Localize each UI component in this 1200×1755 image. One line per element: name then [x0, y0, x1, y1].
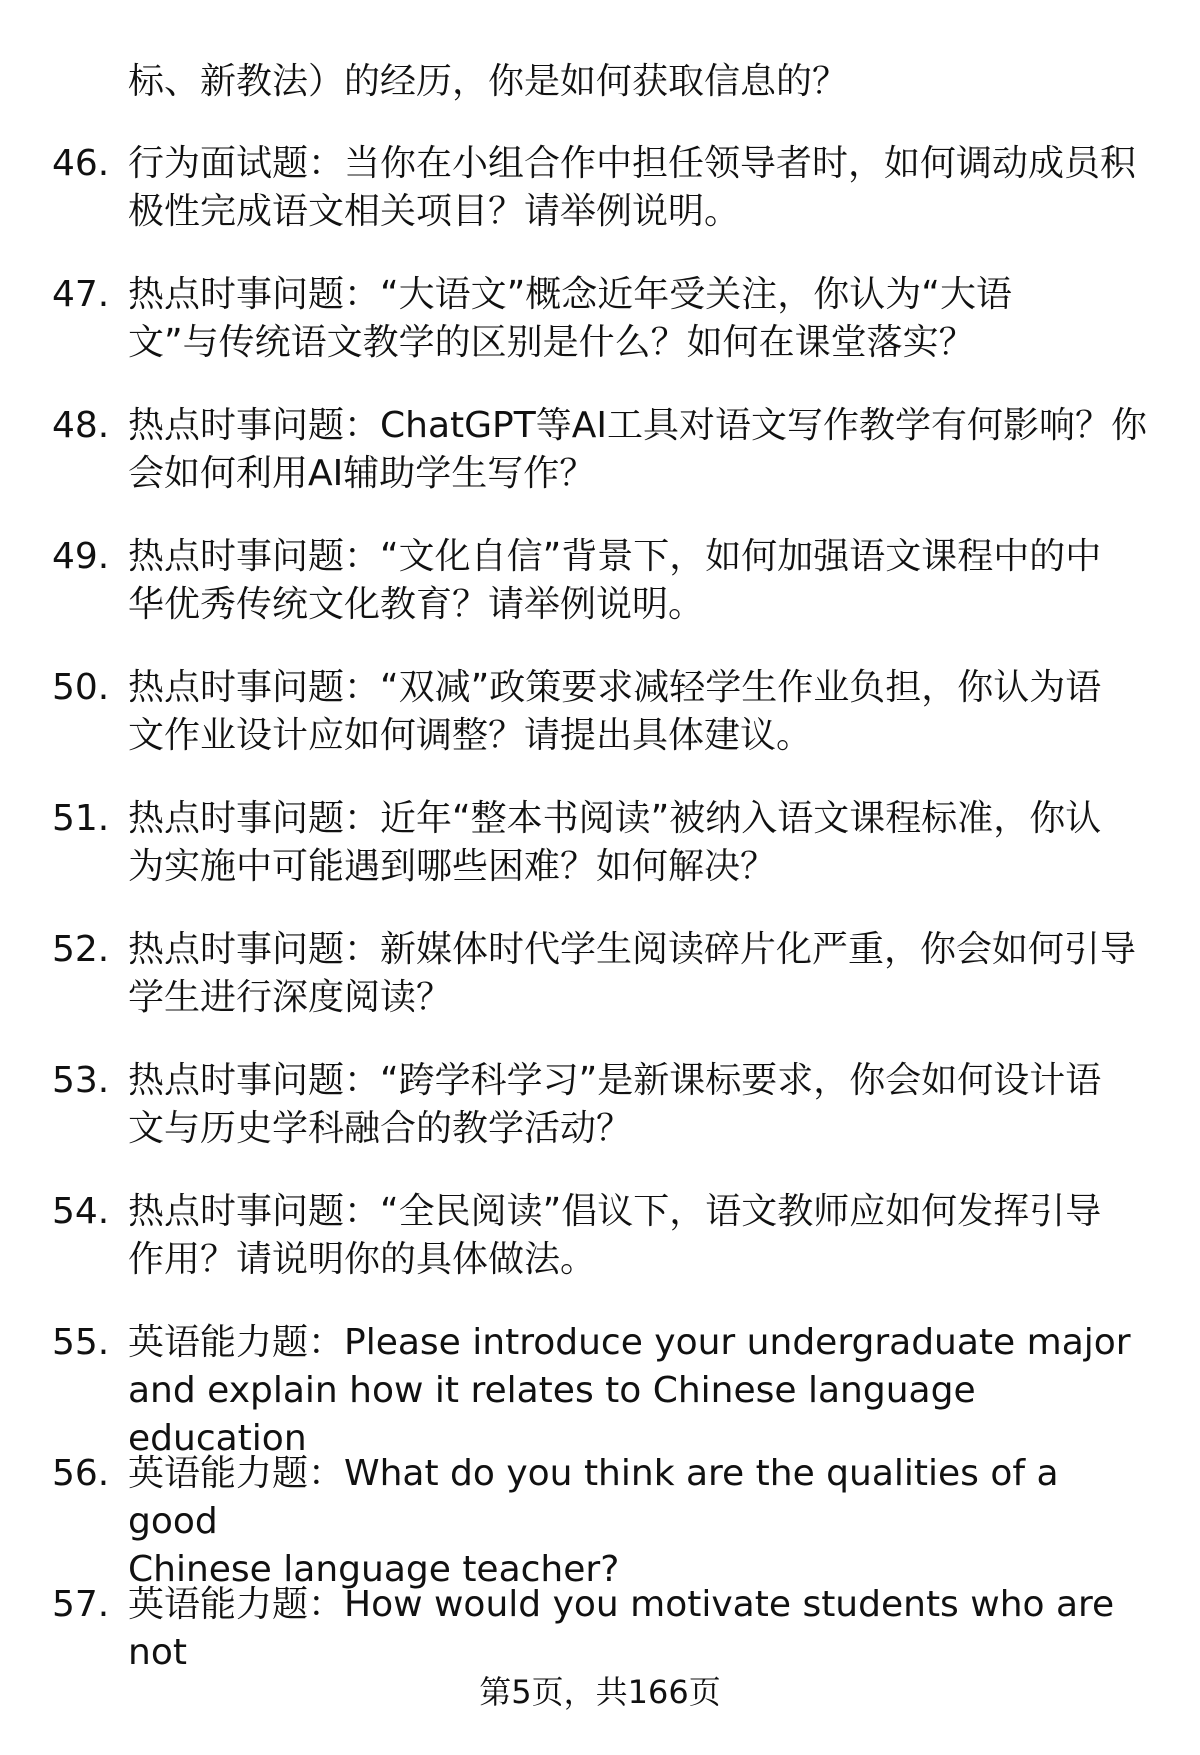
question-number: 53. [52, 1060, 110, 1101]
question-item [0, 402, 1200, 533]
question-item [0, 140, 1200, 271]
question-item [0, 271, 1200, 402]
question-text: 热点时事问题：ChatGPT等AI工具对语文写作教学有何影响？你 会如何利用AI辅助学生写作？ [128, 405, 1147, 494]
question-item [0, 795, 1200, 926]
question-item [0, 1188, 1200, 1319]
question-text: 热点时事问题：“跨学科学习”是新课标要求，你会如何设计语 文与历史学科融合的教学活动？ [128, 1060, 1102, 1149]
question-text: 热点时事问题：近年“整本书阅读”被纳入语文课程标准，你认 为实施中可能遇到哪些困难？如何解决？ [128, 798, 1102, 887]
question-text: 热点时事问题：新媒体时代学生阅读碎片化严重，你会如何引导 学生进行深度阅读？ [128, 929, 1137, 1018]
question-number: 48. [52, 405, 110, 446]
question-number: 49. [52, 536, 110, 577]
question-text: 热点时事问题：“文化自信”背景下，如何加强语文课程中的中 华优秀传统文化教育？请举例说明。 [128, 536, 1102, 625]
question-item [0, 664, 1200, 795]
question-text: 行为面试题：当你在小组合作中担任领导者时，如何调动成员积 极性完成语文相关项目？请举例说明。 [128, 143, 1137, 232]
question-number: 52. [52, 929, 110, 970]
question-item [0, 533, 1200, 664]
question-item [0, 926, 1200, 1057]
question-item [0, 1450, 1200, 1590]
continuation-text: 标、新教法）的经历，你是如何获取信息的？ [128, 61, 849, 102]
question-text: 热点时事问题：“大语文”概念近年受关注，你认为“大语 文”与传统语文教学的区别是什么？如何在课堂落实？ [128, 274, 1012, 363]
question-number: 57. [52, 1584, 110, 1625]
page-footer: 第5页，共166页 [479, 1673, 721, 1711]
question-text: 热点时事问题：“全民阅读”倡议下，语文教师应如何发挥引导 作用？请说明你的具体做法。 [128, 1191, 1102, 1280]
question-text: 英语能力题：How would you motivate students who are not [128, 1584, 1115, 1673]
question-number: 47. [52, 274, 110, 315]
question-text: 英语能力题：Please introduce your undergraduate major and explain how it relates to Chinese language education [128, 1322, 1131, 1459]
question-item [0, 1057, 1200, 1188]
question-text: 英语能力题：What do you think are the qualities of a good Chinese language teacher? [128, 1453, 1059, 1590]
question-number: 55. [52, 1322, 110, 1363]
question-item [0, 1319, 1200, 1459]
question-number: 54. [52, 1191, 110, 1232]
question-number: 50. [52, 667, 110, 708]
question-number: 46. [52, 143, 110, 184]
question-number: 56. [52, 1453, 110, 1494]
question-number: 51. [52, 798, 110, 839]
question-list [0, 140, 1200, 1712]
question-text: 热点时事问题：“双减”政策要求减轻学生作业负担，你认为语 文作业设计应如何调整？请提出具体建议。 [128, 667, 1102, 756]
